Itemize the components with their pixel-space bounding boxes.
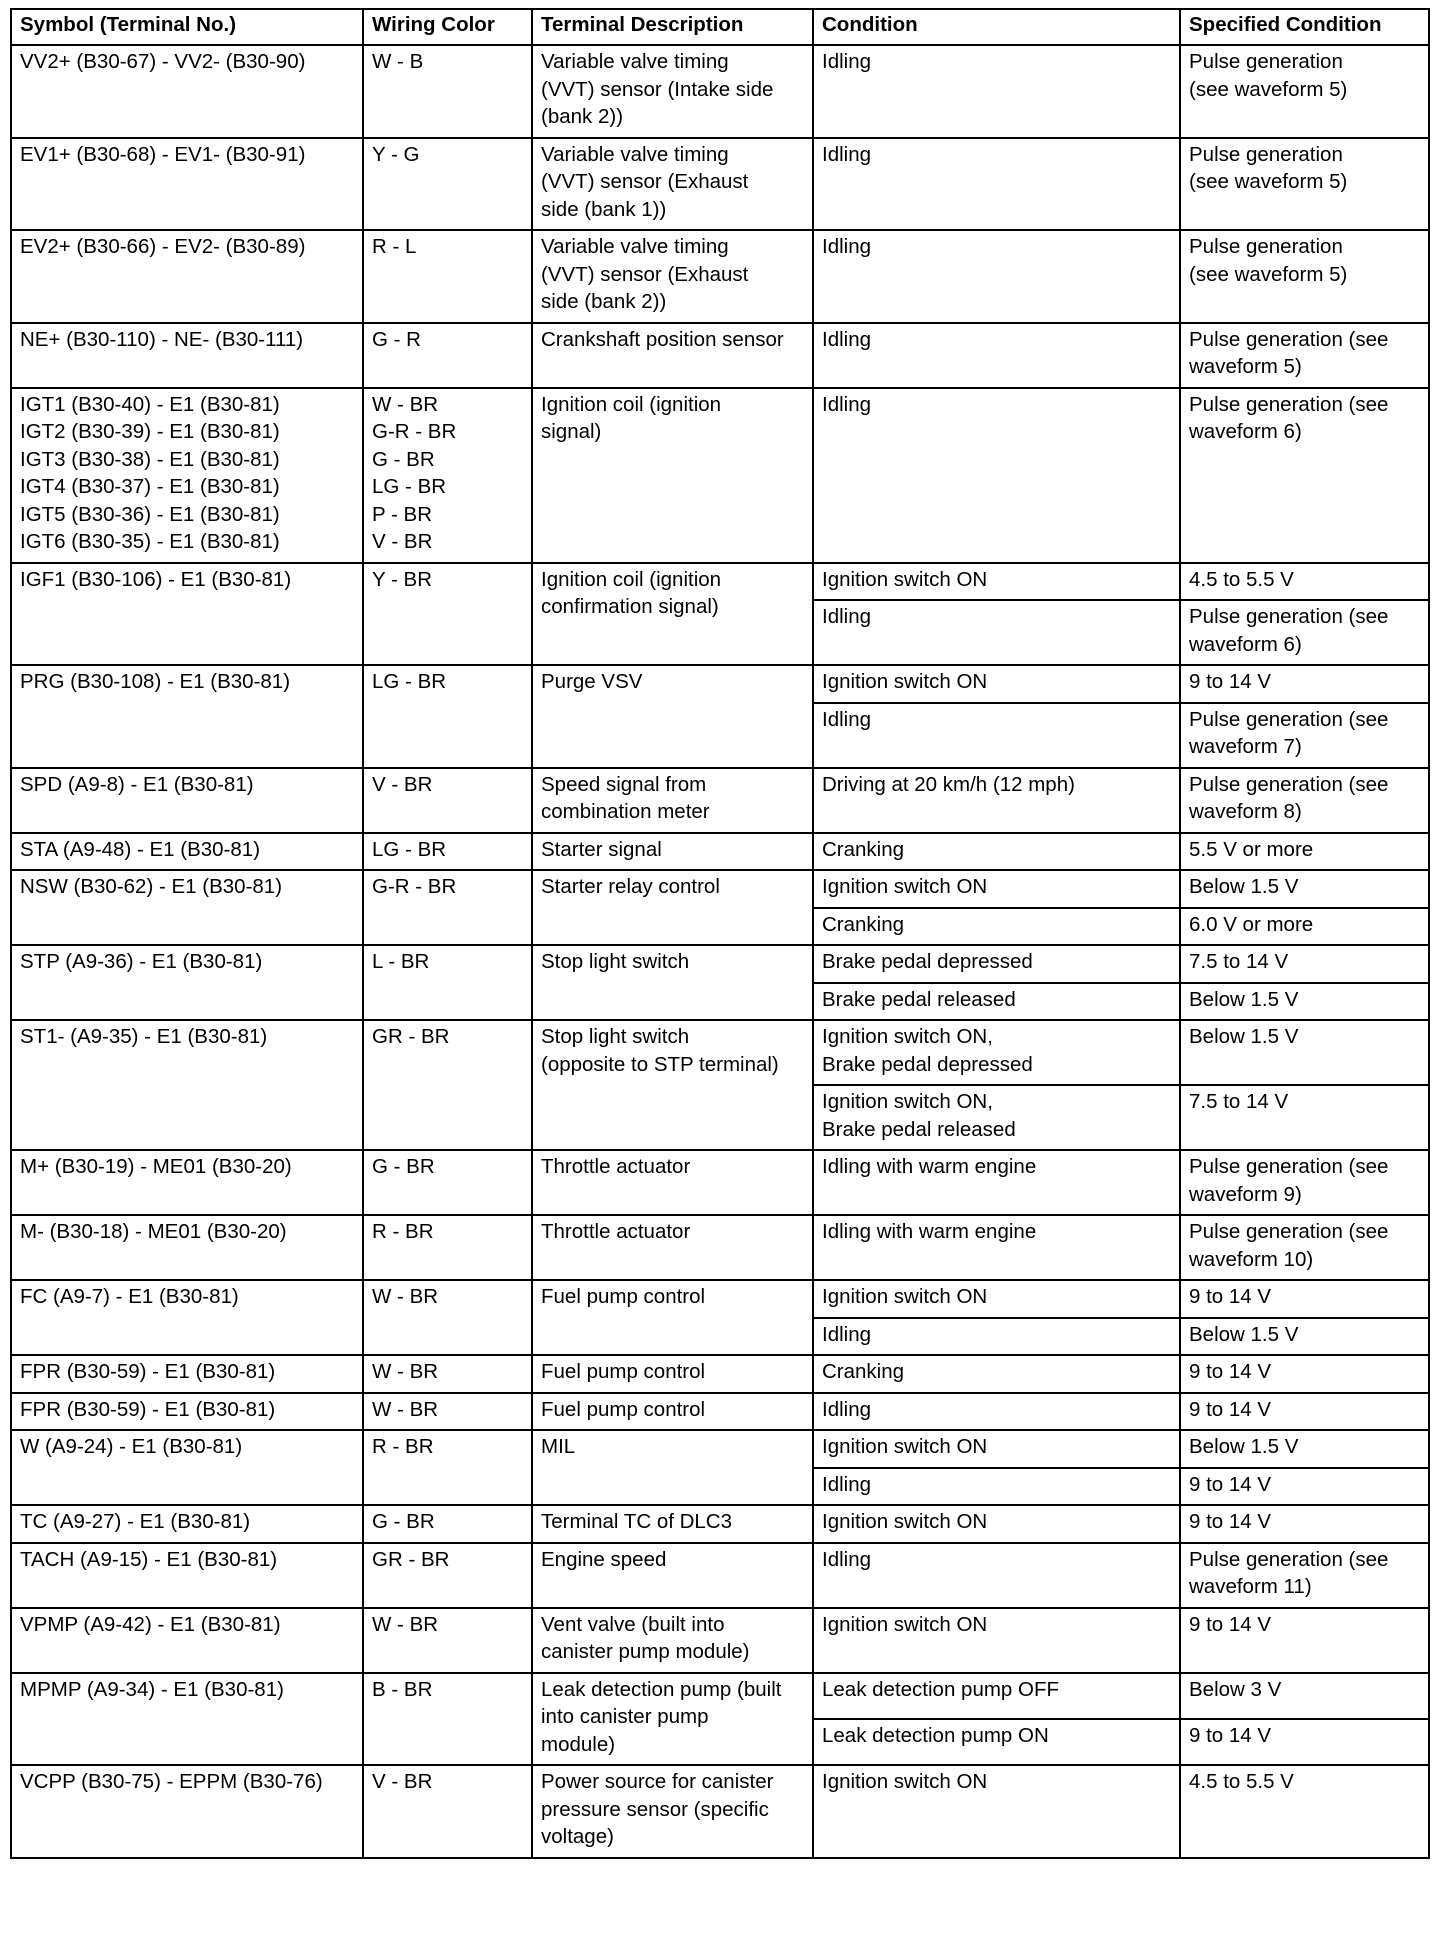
specified-condition-cell: 7.5 to 14 V — [1180, 945, 1429, 983]
terminal-description-cell: Speed signal from combination meter — [532, 768, 813, 833]
symbol-cell: VV2+ (B30-67) - VV2- (B30-90) — [11, 45, 363, 138]
wiring-color-cell: G - BR — [363, 1505, 532, 1543]
specified-condition-cell: Pulse generation (see waveform 8) — [1180, 768, 1429, 833]
specified-condition-cell: 4.5 to 5.5 V — [1180, 1765, 1429, 1858]
condition-cell: Idling — [813, 138, 1180, 231]
symbol-cell: IGF1 (B30-106) - E1 (B30-81) — [11, 563, 363, 666]
specified-condition-cell: Below 3 V — [1180, 1673, 1429, 1719]
terminal-description-cell: Throttle actuator — [532, 1215, 813, 1280]
wiring-color-cell: LG - BR — [363, 833, 532, 871]
table-body — [11, 45, 1429, 1858]
table-row — [11, 1020, 1429, 1085]
condition-cell: Idling — [813, 323, 1180, 388]
table-row — [11, 768, 1429, 833]
terminal-description-cell: Crankshaft position sensor — [532, 323, 813, 388]
condition-cell: Idling — [813, 703, 1180, 768]
wiring-color-cell: V - BR — [363, 768, 532, 833]
symbol-cell: TACH (A9-15) - E1 (B30-81) — [11, 1543, 363, 1608]
table-row — [11, 1215, 1429, 1280]
header-condition: Condition — [813, 9, 1180, 45]
specified-condition-cell: Below 1.5 V — [1180, 1020, 1429, 1085]
specified-condition-cell: Pulse generation (see waveform 7) — [1180, 703, 1429, 768]
symbol-cell: PRG (B30-108) - E1 (B30-81) — [11, 665, 363, 768]
table-row — [11, 1765, 1429, 1858]
condition-cell: Idling with warm engine — [813, 1215, 1180, 1280]
specified-condition-cell: 9 to 14 V — [1180, 1505, 1429, 1543]
specified-condition-cell: Below 1.5 V — [1180, 870, 1429, 908]
wiring-color-cell: GR - BR — [363, 1543, 532, 1608]
specified-condition-cell: 9 to 14 V — [1180, 1719, 1429, 1765]
symbol-cell: STP (A9-36) - E1 (B30-81) — [11, 945, 363, 1020]
specified-condition-cell: Pulse generation (see waveform 6) — [1180, 388, 1429, 563]
table-row — [11, 665, 1429, 703]
wiring-color-cell: Y - G — [363, 138, 532, 231]
terminal-description-cell: Vent valve (built into canister pump module) — [532, 1608, 813, 1673]
terminal-description-cell: Leak detection pump (built into canister pump module) — [532, 1673, 813, 1766]
condition-cell: Brake pedal released — [813, 983, 1180, 1021]
specified-condition-cell: Pulse generation (see waveform 9) — [1180, 1150, 1429, 1215]
terminal-description-cell: Stop light switch (opposite to STP terminal) — [532, 1020, 813, 1150]
condition-cell: Idling — [813, 1543, 1180, 1608]
table-row — [11, 1673, 1429, 1719]
terminal-description-cell: Starter signal — [532, 833, 813, 871]
condition-cell: Ignition switch ON — [813, 870, 1180, 908]
table-row — [11, 1355, 1429, 1393]
specified-condition-cell: Pulse generation (see waveform 5) — [1180, 230, 1429, 323]
specified-condition-cell: 4.5 to 5.5 V — [1180, 563, 1429, 601]
condition-cell: Ignition switch ON — [813, 1505, 1180, 1543]
wiring-color-cell: W - B — [363, 45, 532, 138]
table-row — [11, 945, 1429, 983]
condition-cell: Ignition switch ON — [813, 1608, 1180, 1673]
terminal-description-cell: Stop light switch — [532, 945, 813, 1020]
specified-condition-cell: 7.5 to 14 V — [1180, 1085, 1429, 1150]
header-wiring-color: Wiring Color — [363, 9, 532, 45]
condition-cell: Idling — [813, 1468, 1180, 1506]
specified-condition-cell: Below 1.5 V — [1180, 1430, 1429, 1468]
specified-condition-cell: Pulse generation (see waveform 5) — [1180, 323, 1429, 388]
specified-condition-cell: Pulse generation (see waveform 10) — [1180, 1215, 1429, 1280]
symbol-cell: M+ (B30-19) - ME01 (B30-20) — [11, 1150, 363, 1215]
condition-cell: Idling — [813, 1318, 1180, 1356]
terminal-description-cell: Variable valve timing (VVT) sensor (Intake side (bank 2)) — [532, 45, 813, 138]
wiring-color-cell: G - R — [363, 323, 532, 388]
symbol-cell: NSW (B30-62) - E1 (B30-81) — [11, 870, 363, 945]
condition-cell: Idling — [813, 600, 1180, 665]
condition-cell: Cranking — [813, 1355, 1180, 1393]
table-row — [11, 45, 1429, 138]
terminal-description-cell: Ignition coil (ignition signal) — [532, 388, 813, 563]
wiring-color-cell: W - BR — [363, 1393, 532, 1431]
wiring-color-cell: Y - BR — [363, 563, 532, 666]
header-row — [11, 9, 1429, 45]
condition-cell: Cranking — [813, 833, 1180, 871]
specified-condition-cell: Pulse generation (see waveform 11) — [1180, 1543, 1429, 1608]
symbol-cell: VCPP (B30-75) - EPPM (B30-76) — [11, 1765, 363, 1858]
condition-cell: Leak detection pump ON — [813, 1719, 1180, 1765]
table-row — [11, 1505, 1429, 1543]
wiring-color-cell: R - BR — [363, 1430, 532, 1505]
terminal-description-cell: Ignition coil (ignition confirmation signal) — [532, 563, 813, 666]
header-specified-condition: Specified Condition — [1180, 9, 1429, 45]
wiring-color-cell: LG - BR — [363, 665, 532, 768]
condition-cell: Ignition switch ON — [813, 563, 1180, 601]
specified-condition-cell: Below 1.5 V — [1180, 983, 1429, 1021]
specified-condition-cell: 5.5 V or more — [1180, 833, 1429, 871]
table-row — [11, 870, 1429, 908]
specified-condition-cell: 6.0 V or more — [1180, 908, 1429, 946]
terminal-description-cell: Engine speed — [532, 1543, 813, 1608]
symbol-cell: FC (A9-7) - E1 (B30-81) — [11, 1280, 363, 1355]
wiring-color-cell: W - BR — [363, 1608, 532, 1673]
wiring-color-cell: L - BR — [363, 945, 532, 1020]
table-row — [11, 1150, 1429, 1215]
table-row — [11, 1393, 1429, 1431]
wiring-color-cell: W - BR G-R - BR G - BR LG - BR P - BR V - BR — [363, 388, 532, 563]
condition-cell: Leak detection pump OFF — [813, 1673, 1180, 1719]
table-row — [11, 323, 1429, 388]
specified-condition-cell: 9 to 14 V — [1180, 1280, 1429, 1318]
wiring-color-cell: W - BR — [363, 1355, 532, 1393]
table-row — [11, 1608, 1429, 1673]
symbol-cell: M- (B30-18) - ME01 (B30-20) — [11, 1215, 363, 1280]
condition-cell: Brake pedal depressed — [813, 945, 1180, 983]
wiring-color-cell: R - BR — [363, 1215, 532, 1280]
table-row — [11, 1543, 1429, 1608]
symbol-cell: MPMP (A9-34) - E1 (B30-81) — [11, 1673, 363, 1766]
condition-cell: Idling with warm engine — [813, 1150, 1180, 1215]
terminal-description-cell: Variable valve timing (VVT) sensor (Exhaust side (bank 2)) — [532, 230, 813, 323]
wiring-color-cell: GR - BR — [363, 1020, 532, 1150]
condition-cell: Ignition switch ON — [813, 1280, 1180, 1318]
condition-cell: Ignition switch ON, Brake pedal depressed — [813, 1020, 1180, 1085]
terminal-description-cell: Power source for canister pressure sensor (specific voltage) — [532, 1765, 813, 1858]
specified-condition-cell: Pulse generation (see waveform 6) — [1180, 600, 1429, 665]
terminal-description-cell: Variable valve timing (VVT) sensor (Exhaust side (bank 1)) — [532, 138, 813, 231]
header-symbol: Symbol (Terminal No.) — [11, 9, 363, 45]
terminal-description-cell: Fuel pump control — [532, 1280, 813, 1355]
table-row — [11, 833, 1429, 871]
specified-condition-cell: Pulse generation (see waveform 5) — [1180, 138, 1429, 231]
condition-cell: Ignition switch ON — [813, 1430, 1180, 1468]
specified-condition-cell: Pulse generation (see waveform 5) — [1180, 45, 1429, 138]
symbol-cell: ST1- (A9-35) - E1 (B30-81) — [11, 1020, 363, 1150]
condition-cell: Ignition switch ON — [813, 1765, 1180, 1858]
header-terminal-description: Terminal Description — [532, 9, 813, 45]
table-row — [11, 388, 1429, 563]
condition-cell: Ignition switch ON, Brake pedal released — [813, 1085, 1180, 1150]
specified-condition-cell: 9 to 14 V — [1180, 1468, 1429, 1506]
specified-condition-cell: 9 to 14 V — [1180, 1393, 1429, 1431]
wiring-color-cell: G-R - BR — [363, 870, 532, 945]
symbol-cell: STA (A9-48) - E1 (B30-81) — [11, 833, 363, 871]
condition-cell: Idling — [813, 45, 1180, 138]
specified-condition-cell: Below 1.5 V — [1180, 1318, 1429, 1356]
symbol-cell: TC (A9-27) - E1 (B30-81) — [11, 1505, 363, 1543]
wiring-color-cell: B - BR — [363, 1673, 532, 1766]
wiring-color-cell: G - BR — [363, 1150, 532, 1215]
wiring-color-cell: V - BR — [363, 1765, 532, 1858]
symbol-cell: SPD (A9-8) - E1 (B30-81) — [11, 768, 363, 833]
wiring-color-cell: R - L — [363, 230, 532, 323]
terminal-description-cell: Terminal TC of DLC3 — [532, 1505, 813, 1543]
condition-cell: Cranking — [813, 908, 1180, 946]
terminal-description-cell: Starter relay control — [532, 870, 813, 945]
condition-cell: Idling — [813, 1393, 1180, 1431]
terminal-description-cell: Purge VSV — [532, 665, 813, 768]
table-row — [11, 230, 1429, 323]
symbol-cell: EV1+ (B30-68) - EV1- (B30-91) — [11, 138, 363, 231]
terminal-description-cell: MIL — [532, 1430, 813, 1505]
symbol-cell: W (A9-24) - E1 (B30-81) — [11, 1430, 363, 1505]
condition-cell: Ignition switch ON — [813, 665, 1180, 703]
terminal-spec-table — [10, 8, 1430, 1859]
symbol-cell: FPR (B30-59) - E1 (B30-81) — [11, 1393, 363, 1431]
table-row — [11, 138, 1429, 231]
table-row — [11, 563, 1429, 601]
specified-condition-cell: 9 to 14 V — [1180, 1608, 1429, 1673]
table-row — [11, 1280, 1429, 1318]
table-row — [11, 1430, 1429, 1468]
specified-condition-cell: 9 to 14 V — [1180, 665, 1429, 703]
symbol-cell: EV2+ (B30-66) - EV2- (B30-89) — [11, 230, 363, 323]
symbol-cell: FPR (B30-59) - E1 (B30-81) — [11, 1355, 363, 1393]
terminal-description-cell: Throttle actuator — [532, 1150, 813, 1215]
condition-cell: Driving at 20 km/h (12 mph) — [813, 768, 1180, 833]
specified-condition-cell: 9 to 14 V — [1180, 1355, 1429, 1393]
terminal-description-cell: Fuel pump control — [532, 1355, 813, 1393]
condition-cell: Idling — [813, 230, 1180, 323]
terminal-description-cell: Fuel pump control — [532, 1393, 813, 1431]
symbol-cell: NE+ (B30-110) - NE- (B30-111) — [11, 323, 363, 388]
condition-cell: Idling — [813, 388, 1180, 563]
wiring-color-cell: W - BR — [363, 1280, 532, 1355]
symbol-cell: VPMP (A9-42) - E1 (B30-81) — [11, 1608, 363, 1673]
symbol-cell: IGT1 (B30-40) - E1 (B30-81) IGT2 (B30-39) - E1 (B30-81) IGT3 (B30-38) - E1 (B30-81) IGT4 (B30-37) - E1 (B30-81) IGT5 (B30-36) - E1 (B30-81) IGT6 (B30-35) - E1 (B30-81) — [11, 388, 363, 563]
